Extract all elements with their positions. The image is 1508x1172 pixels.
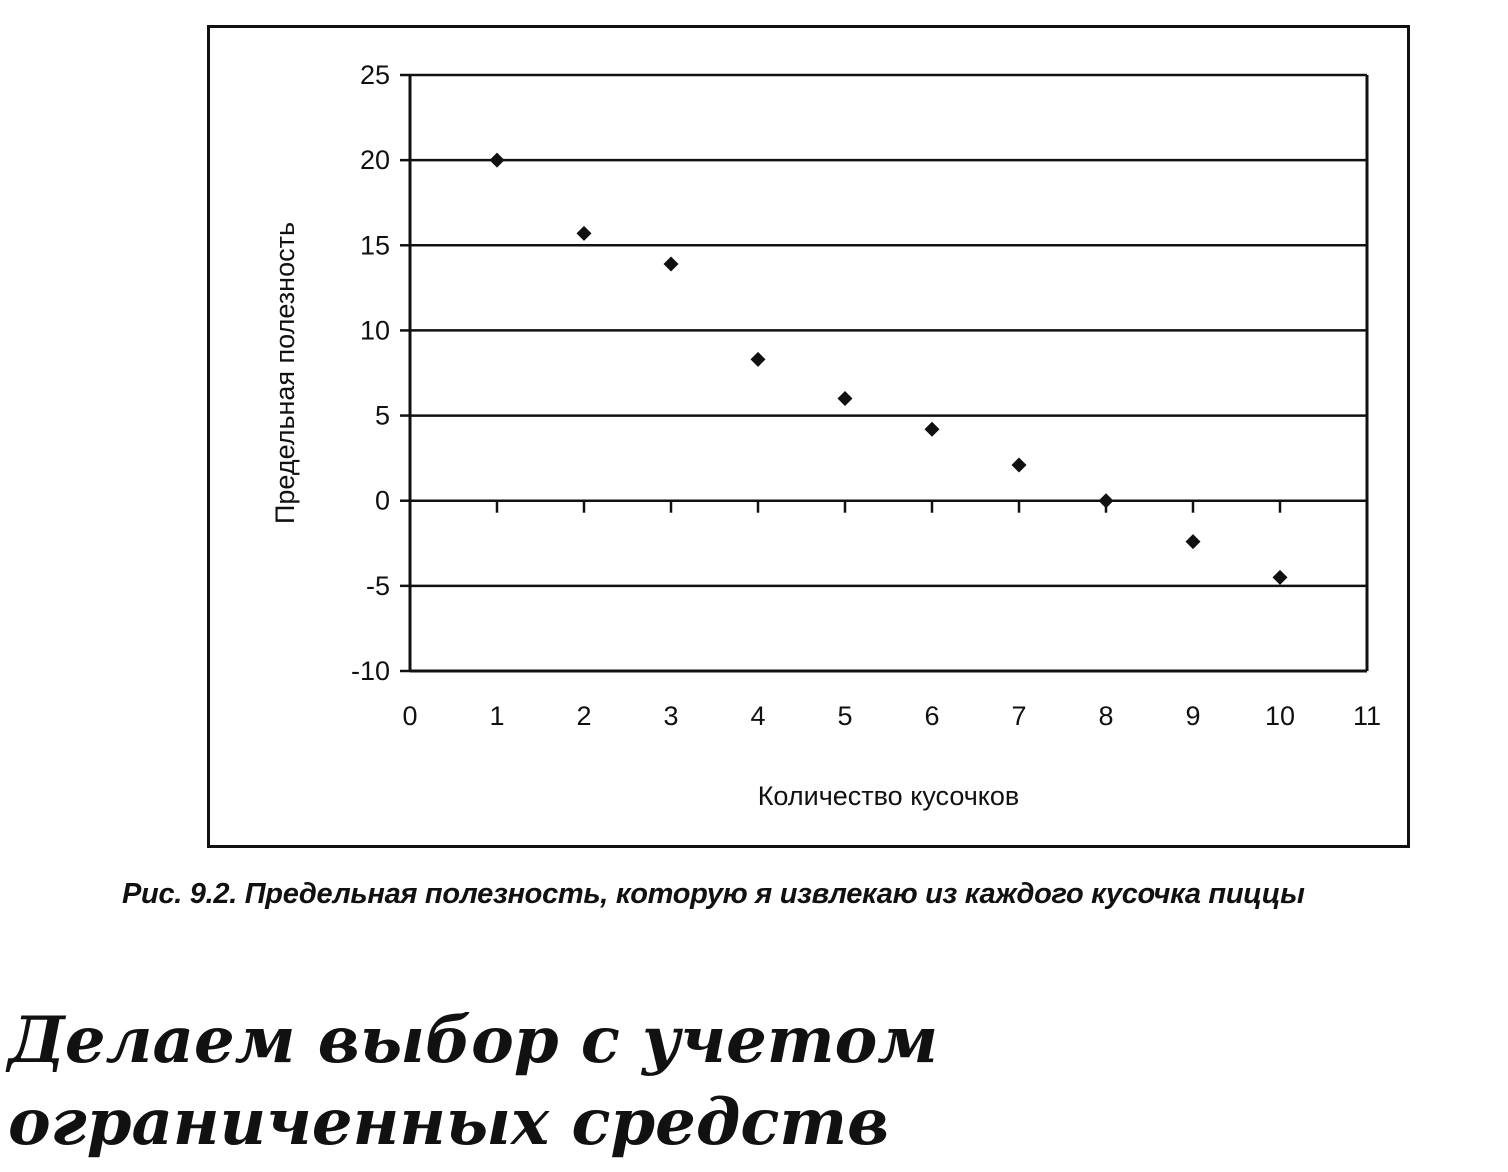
y-tick-label-10: 10	[359, 315, 390, 346]
x-tick-label-4: 4	[750, 701, 766, 731]
x-tick-label-1: 1	[489, 701, 505, 731]
y-tick-label--10: -10	[350, 656, 390, 686]
scatter-chart	[210, 28, 1407, 845]
x-tick-label-2: 2	[576, 701, 592, 731]
data-point-7	[1012, 457, 1027, 472]
y-tick-label-25: 25	[359, 60, 390, 90]
data-point-10	[1273, 570, 1288, 585]
x-tick-label-5: 5	[837, 701, 853, 731]
y-tick-label--5: -5	[365, 570, 390, 601]
section-heading	[8, 1000, 1008, 1164]
x-tick-label-11: 11	[1352, 701, 1382, 731]
figure-caption: Рис. 9.2. Предельная полезность, которую я извлекаю из каждого кусочка пиццы	[122, 878, 1305, 910]
y-axis-label: Предельная полезность	[270, 221, 300, 525]
data-point-9	[1186, 534, 1201, 549]
x-tick-label-3: 3	[663, 701, 679, 731]
section-heading-line-2: ограниченных средств	[8, 1085, 890, 1160]
data-point-8	[1099, 493, 1114, 508]
data-point-2	[577, 226, 592, 241]
section-heading-line-1: Делаем выбор с учетом	[8, 1003, 939, 1078]
data-point-6	[925, 422, 940, 437]
x-axis-label: Количество кусочков	[757, 781, 1020, 811]
y-tick-label-20: 20	[359, 145, 390, 176]
data-point-4	[751, 352, 766, 367]
x-tick-label-10: 10	[1264, 701, 1296, 731]
y-tick-label-5: 5	[374, 400, 390, 431]
y-tick-label-15: 15	[359, 230, 390, 261]
x-tick-label-6: 6	[924, 701, 940, 731]
data-point-1	[490, 153, 505, 168]
x-tick-label-8: 8	[1098, 701, 1114, 731]
data-point-5	[838, 391, 853, 406]
x-tick-label-7: 7	[1011, 701, 1027, 731]
x-tick-label-0: 0	[402, 701, 418, 731]
x-tick-label-9: 9	[1185, 701, 1201, 731]
data-point-3	[664, 257, 679, 272]
y-tick-label-0: 0	[374, 485, 390, 516]
figure-frame	[207, 25, 1410, 848]
